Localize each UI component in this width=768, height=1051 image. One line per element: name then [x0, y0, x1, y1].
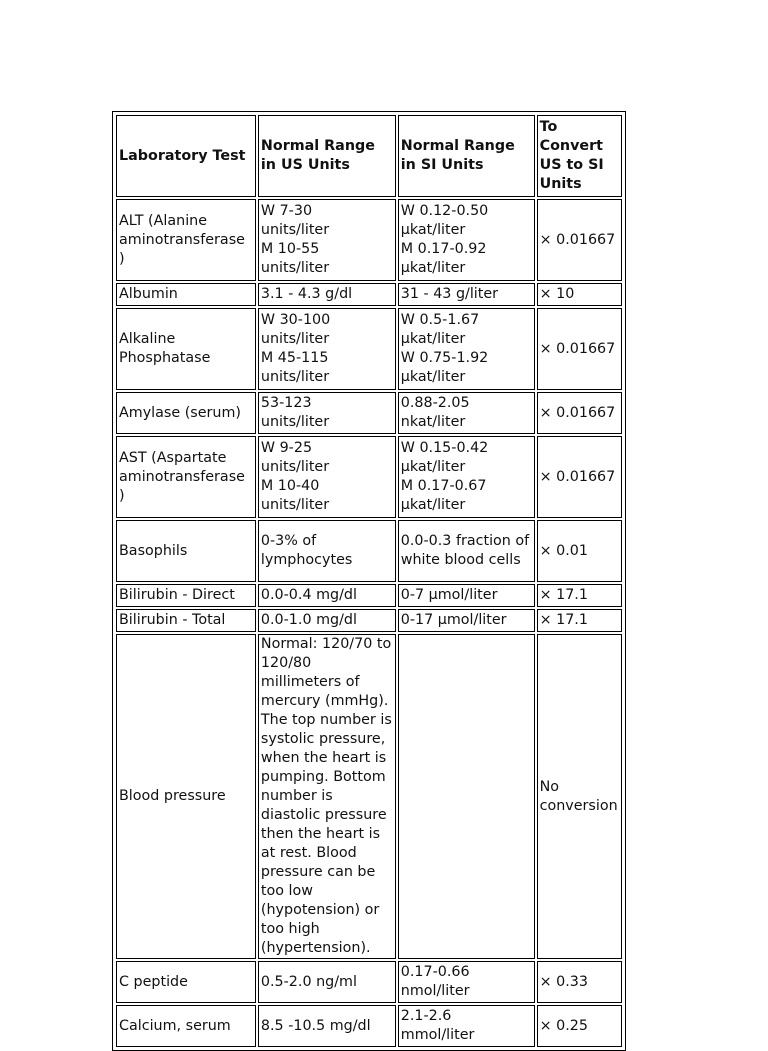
cell-test-name: Bilirubin - Total	[116, 609, 256, 632]
cell-us-range: 0.0-1.0 mg/dl	[258, 609, 396, 632]
cell-si-range	[398, 634, 535, 959]
cell-conversion-factor: No conversion	[537, 634, 622, 959]
cell-si-range: W 0.12-0.50 µkat/liter M 0.17-0.92 µkat/liter	[398, 199, 535, 281]
cell-test-name: ALT (Alanine aminotransferase )	[116, 199, 256, 281]
cell-conversion-factor: × 17.1	[537, 584, 622, 607]
header-normal-range-si: Normal Range in SI Units	[398, 115, 535, 197]
table-row	[116, 609, 622, 632]
table-row	[116, 199, 622, 281]
table-row	[116, 392, 622, 434]
cell-si-range: 2.1-2.6 mmol/liter	[398, 1005, 535, 1047]
cell-us-range: 8.5 -10.5 mg/dl	[258, 1005, 396, 1047]
cell-si-range: 0-17 µmol/liter	[398, 609, 535, 632]
cell-us-range: W 7-30 units/liter M 10-55 units/liter	[258, 199, 396, 281]
lab-values-table-frame	[112, 111, 626, 1051]
cell-test-name: Basophils	[116, 520, 256, 582]
table-row	[116, 283, 622, 306]
table-row	[116, 584, 622, 607]
header-convert-us-to-si: To Convert US to SI Units	[537, 115, 622, 197]
header-laboratory-test: Laboratory Test	[116, 115, 256, 197]
cell-us-range: 0.5-2.0 ng/ml	[258, 961, 396, 1003]
cell-us-range: W 9-25 units/liter M 10-40 units/liter	[258, 436, 396, 518]
table-row	[116, 520, 622, 582]
table-row	[116, 436, 622, 518]
table-row	[116, 308, 622, 390]
cell-conversion-factor: × 0.01667	[537, 436, 622, 518]
cell-si-range: 0.0-0.3 fraction of white blood cells	[398, 520, 535, 582]
cell-conversion-factor: × 0.01	[537, 520, 622, 582]
cell-test-name: Alkaline Phosphatase	[116, 308, 256, 390]
cell-si-range: 31 - 43 g/liter	[398, 283, 535, 306]
cell-conversion-factor: × 0.01667	[537, 308, 622, 390]
cell-test-name: AST (Aspartate aminotransferase )	[116, 436, 256, 518]
cell-test-name: Blood pressure	[116, 634, 256, 959]
table-row	[116, 1005, 622, 1047]
cell-si-range: W 0.15-0.42 µkat/liter M 0.17-0.67 µkat/liter	[398, 436, 535, 518]
table-row	[116, 634, 622, 959]
cell-si-range: W 0.5-1.67 µkat/liter W 0.75-1.92 µkat/liter	[398, 308, 535, 390]
cell-test-name: Bilirubin - Direct	[116, 584, 256, 607]
cell-us-range: 0-3% of lymphocytes	[258, 520, 396, 582]
cell-conversion-factor: × 0.01667	[537, 199, 622, 281]
cell-conversion-factor: × 0.01667	[537, 392, 622, 434]
cell-conversion-factor: × 10	[537, 283, 622, 306]
header-normal-range-us: Normal Range in US Units	[258, 115, 396, 197]
cell-us-range: 0.0-0.4 mg/dl	[258, 584, 396, 607]
cell-conversion-factor: × 17.1	[537, 609, 622, 632]
cell-conversion-factor: × 0.25	[537, 1005, 622, 1047]
cell-conversion-factor: × 0.33	[537, 961, 622, 1003]
cell-si-range: 0.88-2.05 nkat/liter	[398, 392, 535, 434]
cell-test-name: C peptide	[116, 961, 256, 1003]
cell-us-range: 3.1 - 4.3 g/dl	[258, 283, 396, 306]
cell-us-range: W 30-100 units/liter M 45-115 units/liter	[258, 308, 396, 390]
cell-si-range: 0-7 µmol/liter	[398, 584, 535, 607]
cell-test-name: Calcium, serum	[116, 1005, 256, 1047]
cell-test-name: Albumin	[116, 283, 256, 306]
cell-si-range: 0.17-0.66 nmol/liter	[398, 961, 535, 1003]
table-header-row	[116, 115, 622, 197]
cell-us-range: 53-123 units/liter	[258, 392, 396, 434]
cell-test-name: Amylase (serum)	[116, 392, 256, 434]
lab-values-table	[114, 113, 624, 1049]
table-row	[116, 961, 622, 1003]
cell-us-range: Normal: 120/70 to 120/80 millimeters of mercury (mmHg). The top number is systolic pressure, when the heart is pumping. Bottom number is diastolic pressure then the heart is at rest. Blood pressure can be too low (hypotension) or too high (hypertension).	[258, 634, 396, 959]
